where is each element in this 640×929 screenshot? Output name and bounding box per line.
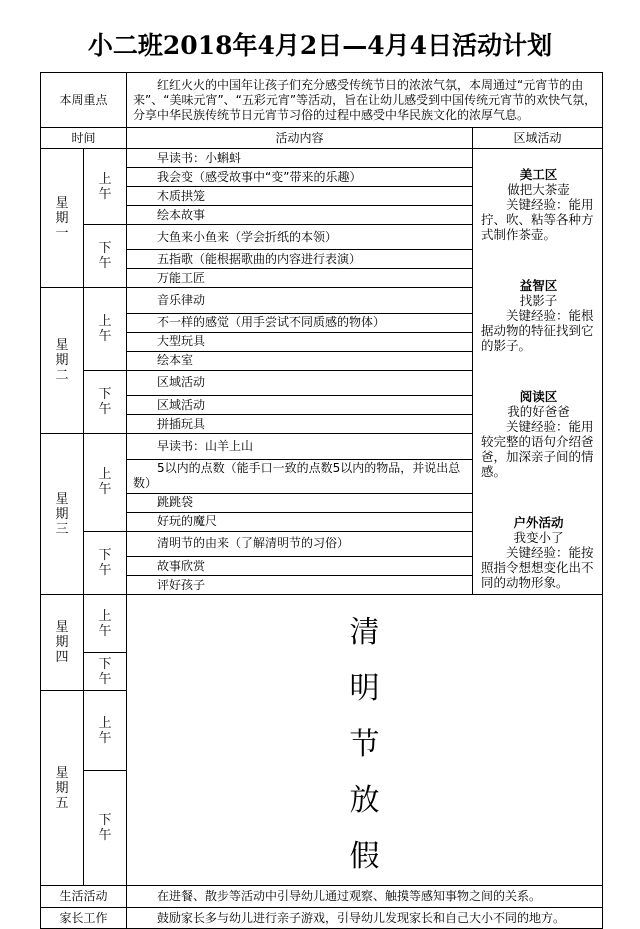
activity-item: 评好孩子: [127, 576, 473, 595]
activity-item: 万能工匠: [127, 269, 473, 288]
region-title: 户外活动: [513, 515, 564, 530]
region-key-experience: 关键经验：能用较完整的语句介绍爸爸，加深亲子间的情感。: [481, 419, 594, 479]
focus-label: 本周重点: [41, 73, 127, 128]
activity-item: 好玩的魔尺: [127, 512, 473, 531]
activity-item: 故事欣赏: [127, 557, 473, 576]
region-title: 阅读区: [519, 389, 558, 404]
region-activity: 找影子: [519, 293, 558, 308]
region-activity: 做把大茶壶: [507, 182, 570, 197]
holiday-char: 放: [349, 783, 380, 818]
afternoon-label: 下 午: [84, 225, 127, 288]
morning-label: 上 午: [84, 595, 127, 653]
time-header: 时间: [41, 128, 127, 149]
region-block: [481, 278, 596, 353]
activity-item: 区域活动: [127, 396, 473, 415]
day-label: 星 期 五: [41, 691, 84, 886]
parents-row: [41, 908, 603, 929]
afternoon-label: 下 午: [84, 531, 127, 594]
region-activity: 我变小了: [513, 530, 564, 545]
holiday-char: 明: [349, 671, 380, 706]
activity-plan-table: [40, 72, 603, 929]
holiday-notice: [127, 595, 603, 886]
activity-item: 清明节的由来（了解清明节的习俗）: [127, 531, 473, 556]
page-title: 小二班2018年4月2日—4月4日活动计划: [87, 31, 553, 60]
day-label: 星 期 三: [41, 434, 84, 595]
region-key-experience: 关键经验：能按照指令想想变化出不同的动物形象。: [481, 545, 594, 590]
day-label: 星 期 二: [41, 288, 84, 434]
activity-item: 五指歌（能根据歌曲的内容进行表演）: [127, 250, 473, 269]
holiday-char: 清: [349, 615, 380, 650]
region-block: [481, 167, 596, 242]
activity-item: 大鱼来小鱼来（学会折纸的本领）: [127, 225, 473, 250]
day-label: 星 期 一: [41, 149, 84, 288]
morning-label: 上 午: [84, 434, 127, 531]
header-row: [41, 128, 603, 149]
plan-table-body: [41, 73, 603, 929]
afternoon-label: 下 午: [84, 653, 127, 691]
life-text: 在进餐、散步等活动中引导幼儿通过观察、触摸等感知事物之间的关系。: [127, 886, 603, 908]
region-title: 益智区: [519, 278, 558, 293]
parents-label: 家长工作: [41, 908, 127, 929]
afternoon-label: 下 午: [84, 771, 127, 886]
life-row: [41, 886, 603, 908]
activity-item: 大型玩具: [127, 332, 473, 351]
activity-item: 5以内的点数（能手口一致的点数5以内的物品，并说出总数）: [127, 459, 473, 493]
region-key-experience: 关键经验：能根据动物的特征找到它的影子。: [481, 308, 594, 353]
holiday-char: 假: [349, 839, 380, 874]
region-block: [481, 389, 596, 479]
activity-row: [41, 149, 603, 168]
activity-item: 木质拱笼: [127, 187, 473, 206]
region-header: 区域活动: [473, 128, 603, 149]
activity-item: 早读书：山羊上山: [127, 434, 473, 459]
activity-item: 不一样的感觉（用手尝试不同质感的物体）: [127, 313, 473, 332]
focus-text: 红红火火的中国年让孩子们充分感受传统节日的浓浓气氛，本周通过“元宵节的由来”、“美味元宵”、“五彩元宵”等活动，旨在让幼儿感受到中国传统元宵节的欢快气氛，分享中华民族传统节日元宵节习俗的过程中感受中华民族文化的浓厚气息。: [127, 73, 603, 128]
morning-label: 上 午: [84, 288, 127, 370]
activity-item: 绘本室: [127, 351, 473, 370]
day-label: 星 期 四: [41, 595, 84, 691]
region-activity: 我的好爸爸: [507, 404, 570, 419]
activity-item: 音乐律动: [127, 288, 473, 313]
activity-item: 区域活动: [127, 370, 473, 395]
activity-item: 跳跳袋: [127, 493, 473, 512]
morning-label: 上 午: [84, 691, 127, 771]
focus-row: [41, 73, 603, 128]
holiday-row: [41, 595, 603, 653]
activity-item: 我会变（感受故事中“变”带来的乐趣）: [127, 168, 473, 187]
morning-label: 上 午: [84, 149, 127, 225]
afternoon-label: 下 午: [84, 370, 127, 433]
region-key-experience: 关键经验：能用拧、吹、粘等各种方式制作茶壶。: [481, 197, 594, 242]
region-title: 美工区: [519, 167, 558, 182]
region-activities: [473, 149, 603, 595]
content-header: 活动内容: [127, 128, 473, 149]
parents-text: 鼓励家长多与幼儿进行亲子游戏，引导幼儿发现家长和自己大小不同的地方。: [127, 908, 603, 929]
activity-item: 绘本故事: [127, 206, 473, 225]
activity-item: 拼插玩具: [127, 415, 473, 434]
life-label: 生活活动: [41, 886, 127, 908]
holiday-char: 节: [349, 727, 380, 762]
region-block: [481, 515, 596, 590]
activity-item: 早读书：小蝌蚪: [127, 149, 473, 168]
